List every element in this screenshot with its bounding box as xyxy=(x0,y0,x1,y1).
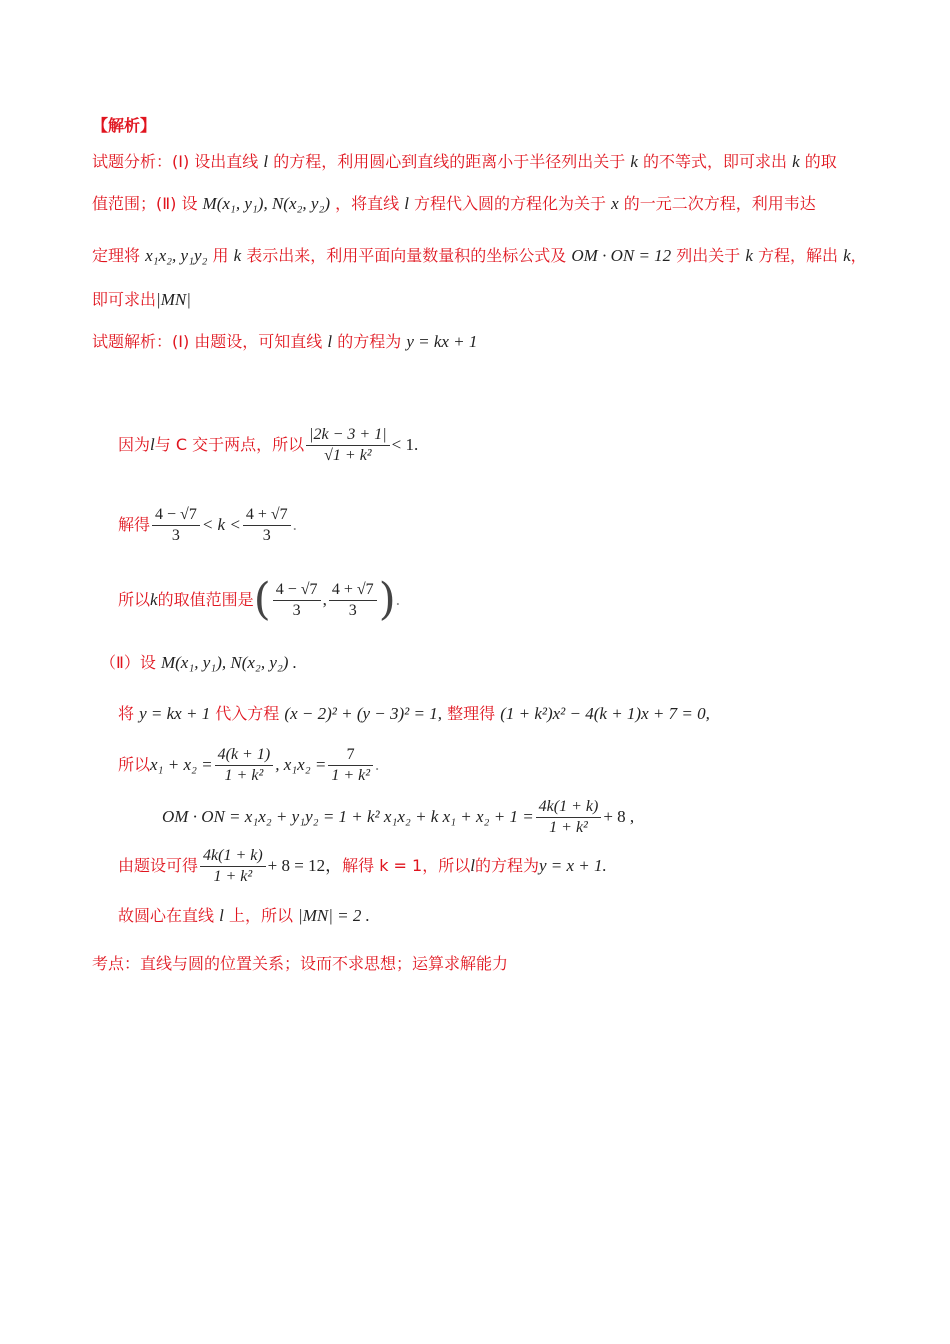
math-tail: + 8 , xyxy=(603,807,635,826)
var-k: k xyxy=(233,246,242,265)
section-header: 【解析】 xyxy=(92,116,157,135)
text: 方程代入圆的方程化为关于 xyxy=(414,194,607,213)
fraction-product xyxy=(328,745,373,786)
text: 的方程为 xyxy=(474,856,539,875)
text: 故圆心在直线 xyxy=(118,906,215,925)
math-dot-product: OM · ON = 12 xyxy=(571,246,672,265)
fraction-numerator: 7 xyxy=(328,745,373,766)
step-2: 解得 $\frac{4 - √7}{3}$ < k < $\frac{4 + √7}{3}$ . xyxy=(118,505,297,544)
text: 代入方程 xyxy=(215,704,280,723)
text: 整理得 xyxy=(447,704,496,723)
math-final-line: y = x + 1. xyxy=(538,856,607,875)
fraction-given xyxy=(200,846,266,887)
fraction-distance xyxy=(306,425,390,466)
analysis-line-3 xyxy=(92,246,867,266)
fraction-numerator: 4k(1 + k) xyxy=(536,797,602,818)
math-inequality: < 1. xyxy=(391,435,419,454)
fraction-sum xyxy=(215,745,274,786)
fraction-lower xyxy=(152,505,200,546)
fraction-denominator: √1 + k² xyxy=(324,446,372,464)
fraction-numerator: 4k(1 + k) xyxy=(200,846,266,867)
fraction-denominator: 1 + k² xyxy=(224,766,264,784)
text: 解得 xyxy=(118,515,151,534)
var-l: l xyxy=(470,856,475,875)
text: 即可求出 xyxy=(92,290,157,309)
var-l: l xyxy=(219,906,224,925)
fraction-denominator: 3 xyxy=(348,601,357,619)
math-points: M(x₁, y₁), N(x₂, y₂) . xyxy=(160,653,297,672)
var-x: x xyxy=(611,194,619,213)
text: 的不等式，即可求出 xyxy=(642,152,787,171)
math-mn-result: |MN| = 2 . xyxy=(298,906,370,925)
text: 方程，解出 xyxy=(758,246,839,265)
math-sum: x₁ + x₂ = xyxy=(150,755,213,774)
math-product: , x₁x₂ = xyxy=(275,755,327,774)
text: ， xyxy=(850,246,867,265)
fraction-numerator: 4 + √7 xyxy=(243,505,291,526)
math-mn: |MN| xyxy=(156,290,191,309)
vieta-line: 所以 x₁ + x₂ = $\frac{4(k + 1)}{\text{1 + k²}}$ , x₁x₂ = $\frac{7}{\text{1 + k²}}$ . xyxy=(118,745,380,784)
math-dot-expansion: OM · ON = x₁x₂ + y₁y₂ = 1 + k² x₁x₂ + k x₁ + x₂ + 1 = xyxy=(162,807,534,826)
math-line-eq: y = kx + 1 xyxy=(406,332,478,351)
fraction-numerator: 4 − √7 xyxy=(273,580,321,601)
text: 上，所以 xyxy=(228,906,293,925)
text: 由题设可得 xyxy=(118,856,199,875)
text: 与 C 交于两点，所以 xyxy=(154,435,305,454)
fraction-denominator: 3 xyxy=(292,601,301,619)
fraction-denominator: 3 xyxy=(171,526,180,544)
fraction-denominator: 1 + k² xyxy=(549,818,588,836)
dot-product-line xyxy=(162,794,634,840)
kaodian-footer: 考点：直线与圆的位置关系；设而不求思想；运算求解能力 xyxy=(92,954,509,973)
text: 将 xyxy=(118,704,135,723)
text: 的取值范围是 xyxy=(157,590,254,609)
math-between: < k < xyxy=(201,515,241,534)
step-1 xyxy=(118,420,418,470)
fraction-lower xyxy=(273,580,321,621)
text: 值范围；(Ⅱ) 设 xyxy=(92,194,198,213)
right-paren: ) xyxy=(378,574,396,625)
solution-intro xyxy=(92,332,477,352)
text: 列出关于 xyxy=(676,246,741,265)
given-line xyxy=(118,843,607,889)
text: 的取 xyxy=(804,152,837,171)
text: ，将直线 xyxy=(335,194,400,213)
var-k: k xyxy=(745,246,753,265)
text: 定理将 xyxy=(92,246,141,265)
substitution-line xyxy=(118,704,710,724)
text: 所以 xyxy=(118,755,151,774)
text: 试题分析：(Ⅰ) 设出直线 xyxy=(92,152,259,171)
fraction-numerator: 4 + √7 xyxy=(329,580,377,601)
fraction-denominator: 1 + k² xyxy=(213,867,253,885)
analysis-line-4 xyxy=(92,290,191,310)
var-k: k xyxy=(630,152,638,171)
fraction-numerator: |2k − 3 + 1| xyxy=(306,425,390,446)
fraction-denominator: 1 + k² xyxy=(331,766,371,784)
fraction-upper xyxy=(329,580,377,621)
text: 所以 xyxy=(118,590,151,609)
text: 表示出来，利用平面向量数量积的坐标公式及 xyxy=(246,246,567,265)
math-line-eq: y = kx + 1 xyxy=(139,704,211,723)
text: 用 xyxy=(212,246,229,265)
math-points: M(x₁, y₁), N(x₂, y₂) xyxy=(202,194,331,213)
var-l: l xyxy=(327,332,333,351)
text: 的一元二次方程，利用韦达 xyxy=(623,194,816,213)
step-3: 所以 k 的取值范围是 ( $\frac{4 - √7}{3}$ , $\frac{4 + √7}{3}$ ) . xyxy=(118,574,401,625)
math-products: x₁x₂, y₁y₂ xyxy=(145,246,208,265)
analysis-line-2 xyxy=(92,194,816,214)
fraction-numerator: 4 − √7 xyxy=(152,505,200,526)
text: （Ⅱ）设 xyxy=(100,653,156,672)
math-circle-eq: (x − 2)² + (y − 3)² = 1, xyxy=(284,704,442,723)
center-line xyxy=(118,906,370,926)
fraction-numerator: 4(k + 1) xyxy=(215,745,274,766)
analysis-line-1 xyxy=(92,152,837,172)
text: 的方程，利用圆心到直线的距离小于半径列出关于 xyxy=(273,152,626,171)
fraction-upper xyxy=(243,505,291,546)
var-l: l xyxy=(150,435,155,454)
var-l: l xyxy=(404,194,409,213)
var-l: l xyxy=(263,152,269,171)
text: 解得 k = 1，所以 xyxy=(342,856,471,875)
var-k: k xyxy=(792,152,800,171)
var-k: k xyxy=(843,246,851,265)
fraction-dot xyxy=(536,797,602,838)
text: 试题解析：(Ⅰ) 由题设，可知直线 xyxy=(92,332,323,351)
math-tail: + 8 = 12， xyxy=(267,856,343,875)
fraction-denominator: 3 xyxy=(262,526,271,544)
part-2-intro xyxy=(100,653,297,673)
var-k: k xyxy=(150,590,158,609)
text: 因为 xyxy=(118,435,151,454)
left-paren: ( xyxy=(253,574,271,625)
math-quadratic: (1 + k²)x² − 4(k + 1)x + 7 = 0, xyxy=(500,704,710,723)
text: 的方程为 xyxy=(337,332,402,351)
